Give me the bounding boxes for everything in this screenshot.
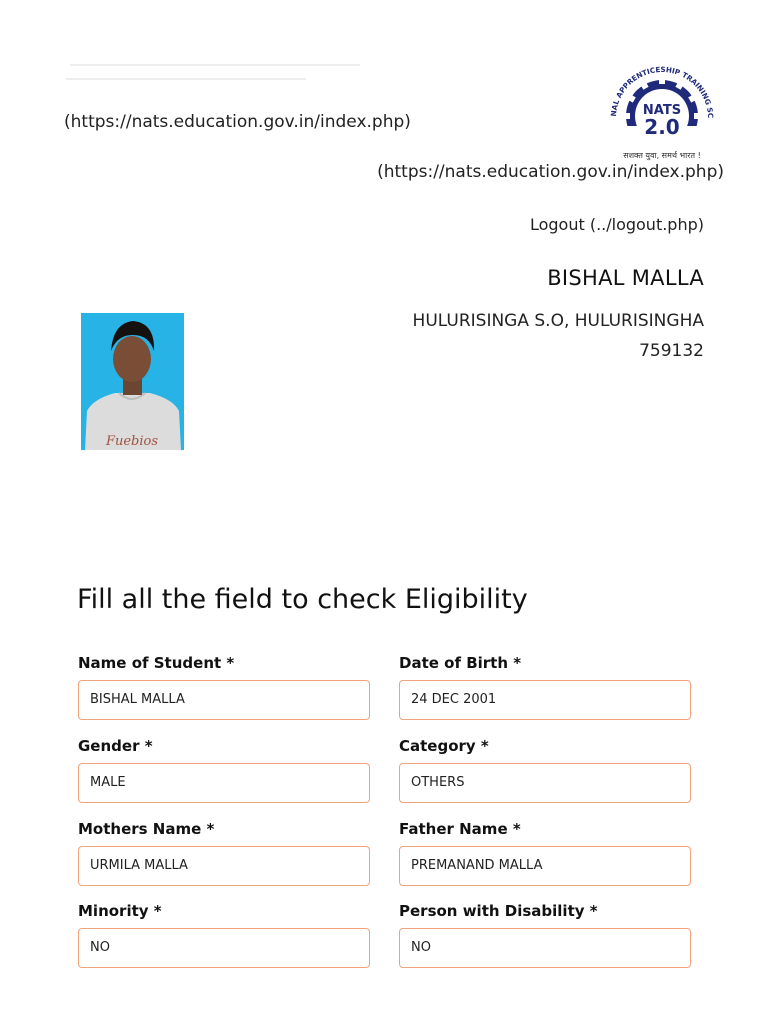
person-with-disability-label: Person with Disability *: [399, 902, 598, 920]
address-line-2: 759132: [639, 341, 704, 361]
mothers-name-field: [78, 820, 370, 886]
person-with-disability-field: [399, 902, 691, 968]
logo-tagline: सशक्त युवा, समर्थ भारत !: [623, 151, 701, 160]
category-input[interactable]: OTHERS: [399, 763, 691, 803]
father-name-label: Father Name *: [399, 820, 521, 838]
home-link[interactable]: (https://nats.education.gov.in/index.php): [64, 112, 411, 132]
photo-shirt-text: Fuebios: [105, 434, 159, 449]
gender-field: [78, 737, 370, 803]
student-address: [413, 306, 704, 366]
gender-label: Gender *: [78, 737, 153, 755]
student-name-heading: BISHAL MALLA: [547, 266, 704, 290]
name-of-student-label: Name of Student *: [78, 654, 235, 672]
date-of-birth-field: [399, 654, 691, 720]
date-of-birth-label: Date of Birth *: [399, 654, 522, 672]
nats-logo[interactable]: [602, 54, 722, 164]
minority-input[interactable]: NO: [78, 928, 370, 968]
mothers-name-label: Mothers Name *: [78, 820, 215, 838]
father-name-field: [399, 820, 691, 886]
mothers-name-input[interactable]: URMILA MALLA: [78, 846, 370, 886]
father-name-input[interactable]: PREMANAND MALLA: [399, 846, 691, 886]
logo-link[interactable]: (https://nats.education.gov.in/index.php): [377, 162, 724, 182]
address-line-1: HULURISINGA S.O, HULURISINGHA: [412, 311, 704, 331]
form-title: Fill all the field to check Eligibility: [77, 584, 528, 615]
gender-input[interactable]: MALE: [78, 763, 370, 803]
category-label: Category *: [399, 737, 489, 755]
logo-title: NATS: [642, 103, 682, 118]
name-of-student-field: [78, 654, 370, 720]
category-field: [399, 737, 691, 803]
logo-arc-text: NAL APPRENTICESHIP TRAINING SC: [608, 64, 716, 119]
logout-link[interactable]: Logout (../logout.php): [529, 215, 704, 234]
person-with-disability-input[interactable]: NO: [399, 928, 691, 968]
minority-field: [78, 902, 370, 968]
profile-photo: [81, 313, 184, 450]
minority-label: Minority *: [78, 902, 162, 920]
header-faint-banner: [66, 58, 366, 86]
name-of-student-input[interactable]: BISHAL MALLA: [78, 680, 370, 720]
logo-version: 2.0: [644, 115, 680, 139]
date-of-birth-input[interactable]: 24 DEC 2001: [399, 680, 691, 720]
